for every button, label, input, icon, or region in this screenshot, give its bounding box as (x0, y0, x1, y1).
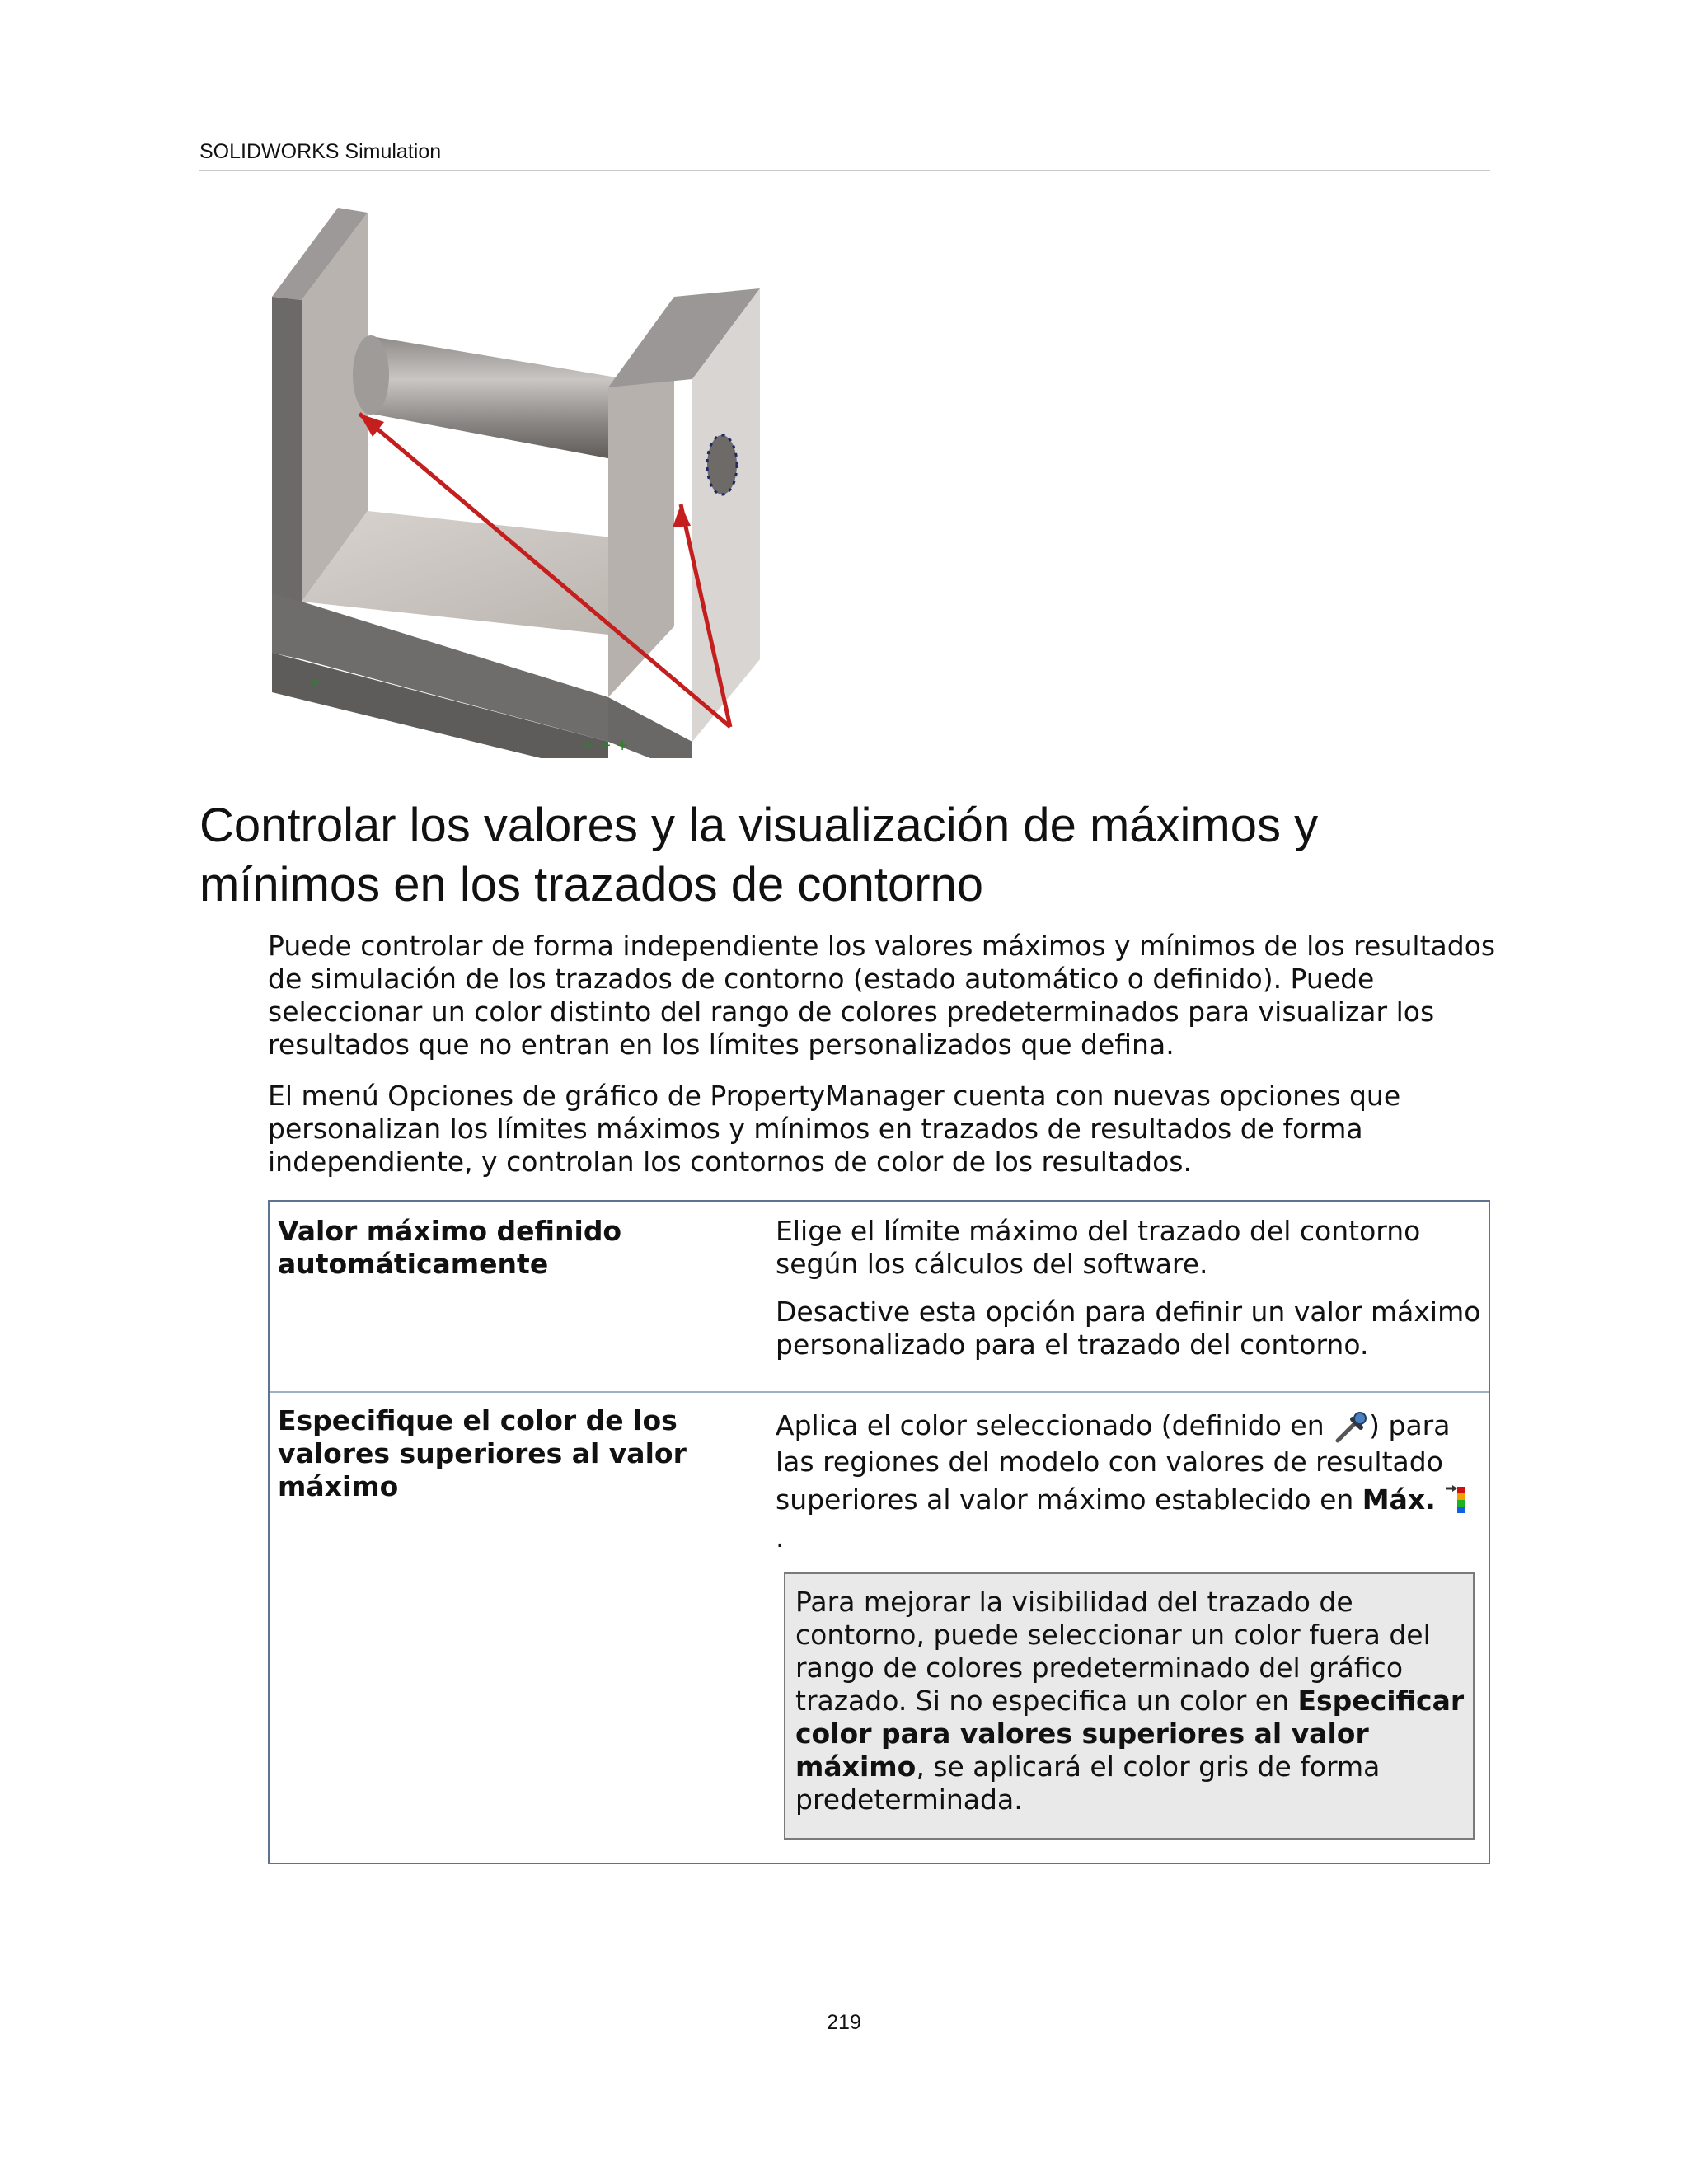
para-line: independiente, y controlan los contornos de color de los resultados. (268, 1146, 1192, 1178)
title-line-1: Controlar los valores y la visualización de máximos y (199, 799, 1319, 852)
visibility-note-box: Para mejorar la visibilidad del trazado de contorno, puede seleccionar un color fuera del rango de colores predeterminado del gráfico trazado. Si no especifica un color en Especificar color para valores superiores al valor máximo, se aplicará el color gris de forma predeterminada. (784, 1572, 1475, 1840)
u-bracket-model-figure (262, 198, 773, 758)
row-divider (270, 1391, 1489, 1393)
para-line: El menú Opciones de gráfico de PropertyManager cuenta con nuevas opciones que (268, 1080, 1401, 1112)
para-line: de simulación de los trazados de contorno (estado automático o definido). Puede (268, 963, 1375, 995)
desc-auto-max: Elige el límite máximo del trazado del contorno según los cálculos del software. Desactive esta opción para definir un valor máximo personalizado para el trazado del contorno. (776, 1215, 1481, 1361)
pin-end (353, 335, 389, 415)
para-line: Puede controlar de forma independiente los valores máximos y mínimos de los resultados (268, 930, 1496, 962)
section-title (199, 796, 1490, 915)
svg-text:+: + (308, 672, 322, 691)
menu-paragraph (268, 1080, 1496, 1179)
color-legend-icon (1444, 1483, 1469, 1520)
page-header (199, 140, 1490, 171)
page-number: 219 (827, 2011, 861, 2034)
options-table (268, 1200, 1490, 1864)
para-line: seleccionar un color distinto del rango de colores predeterminados para visualizar los (268, 996, 1435, 1028)
para-line: resultados que no entran en los límites personalizados que defina. (268, 1029, 1175, 1061)
svg-text:+ + +: + + + (582, 737, 629, 754)
pin-cylinder (371, 336, 617, 460)
pin-hole (707, 435, 737, 494)
eyedropper-icon (1333, 1409, 1369, 1446)
term-auto-max: Valor máximo definido automáticamente (278, 1215, 622, 1280)
term-above-max-color: Especifique el color de los valores superiores al valor máximo (278, 1404, 687, 1502)
header-title: SOLIDWORKS Simulation (199, 140, 442, 163)
para-line: personalizan los límites máximos y mínimos en trazados de resultados de forma (268, 1113, 1363, 1145)
intro-paragraph (268, 930, 1496, 1062)
title-line-2: mínimos en los trazados de contorno (199, 858, 984, 912)
desc-above-max-color: Aplica el color seleccionado (definido en ) para las regiones del modelo con valores de resultado superiores al valor máximo establecido en Máx. . (776, 1406, 1469, 1554)
